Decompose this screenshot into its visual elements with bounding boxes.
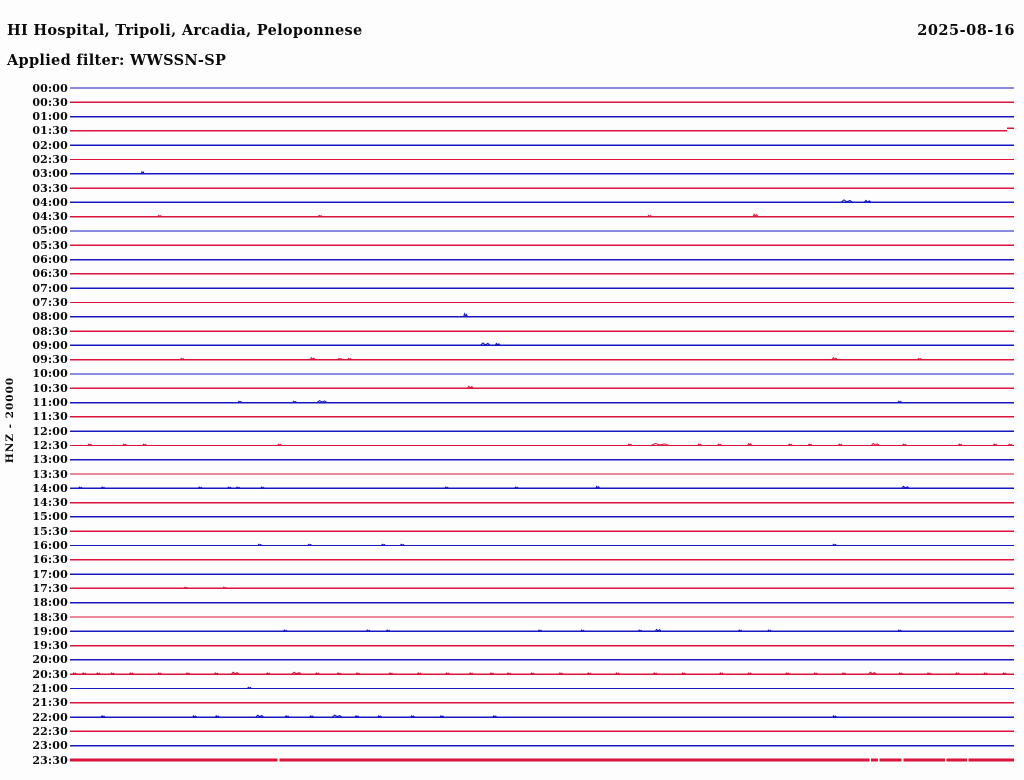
time-label: 06:30 <box>32 267 68 280</box>
time-label: 11:30 <box>32 410 68 423</box>
channel-scale-label: HNZ - 20000 <box>4 376 16 464</box>
time-label: 19:30 <box>32 639 68 652</box>
time-label: 07:00 <box>32 282 68 295</box>
station-title: HI Hospital, Tripoli, Arcadia, Peloponnese <box>7 22 363 39</box>
time-label: 22:00 <box>32 711 68 724</box>
time-label: 00:30 <box>32 96 68 109</box>
time-label: 20:30 <box>32 668 68 681</box>
time-label: 12:00 <box>32 425 68 438</box>
time-label: 03:00 <box>32 167 68 180</box>
time-label: 18:00 <box>32 596 68 609</box>
time-label: 09:00 <box>32 339 68 352</box>
time-label: 17:30 <box>32 582 68 595</box>
time-label: 10:30 <box>32 382 68 395</box>
time-label: 21:30 <box>32 696 68 709</box>
time-label: 15:30 <box>32 525 68 538</box>
time-label: 19:00 <box>32 625 68 638</box>
time-label: 15:00 <box>32 510 68 523</box>
time-label: 17:00 <box>32 568 68 581</box>
time-label: 05:30 <box>32 239 68 252</box>
time-label: 09:30 <box>32 353 68 366</box>
time-label: 07:30 <box>32 296 68 309</box>
time-label: 18:30 <box>32 611 68 624</box>
time-label: 20:00 <box>32 653 68 666</box>
time-label: 11:00 <box>32 396 68 409</box>
time-label: 02:00 <box>32 139 68 152</box>
time-label: 23:00 <box>32 739 68 752</box>
time-label: 01:30 <box>32 124 68 137</box>
time-label: 12:30 <box>32 439 68 452</box>
time-label: 00:00 <box>32 82 68 95</box>
time-label: 06:00 <box>32 253 68 266</box>
applied-filter-label: Applied filter: WWSSN-SP <box>7 52 227 69</box>
time-label: 01:00 <box>32 110 68 123</box>
time-label: 13:00 <box>32 453 68 466</box>
time-label: 03:30 <box>32 182 68 195</box>
time-label: 14:30 <box>32 496 68 509</box>
time-label: 08:30 <box>32 325 68 338</box>
time-label: 21:00 <box>32 682 68 695</box>
time-label: 16:00 <box>32 539 68 552</box>
time-label: 16:30 <box>32 553 68 566</box>
time-label: 10:00 <box>32 367 68 380</box>
time-label: 13:30 <box>32 468 68 481</box>
time-label: 02:30 <box>32 153 68 166</box>
time-label: 22:30 <box>32 725 68 738</box>
date-label: 2025-08-16 <box>917 22 1015 39</box>
time-label: 08:00 <box>32 310 68 323</box>
time-label: 04:30 <box>32 210 68 223</box>
time-label: 05:00 <box>32 224 68 237</box>
time-label: 23:30 <box>32 754 68 767</box>
time-label: 04:00 <box>32 196 68 209</box>
time-label: 14:00 <box>32 482 68 495</box>
